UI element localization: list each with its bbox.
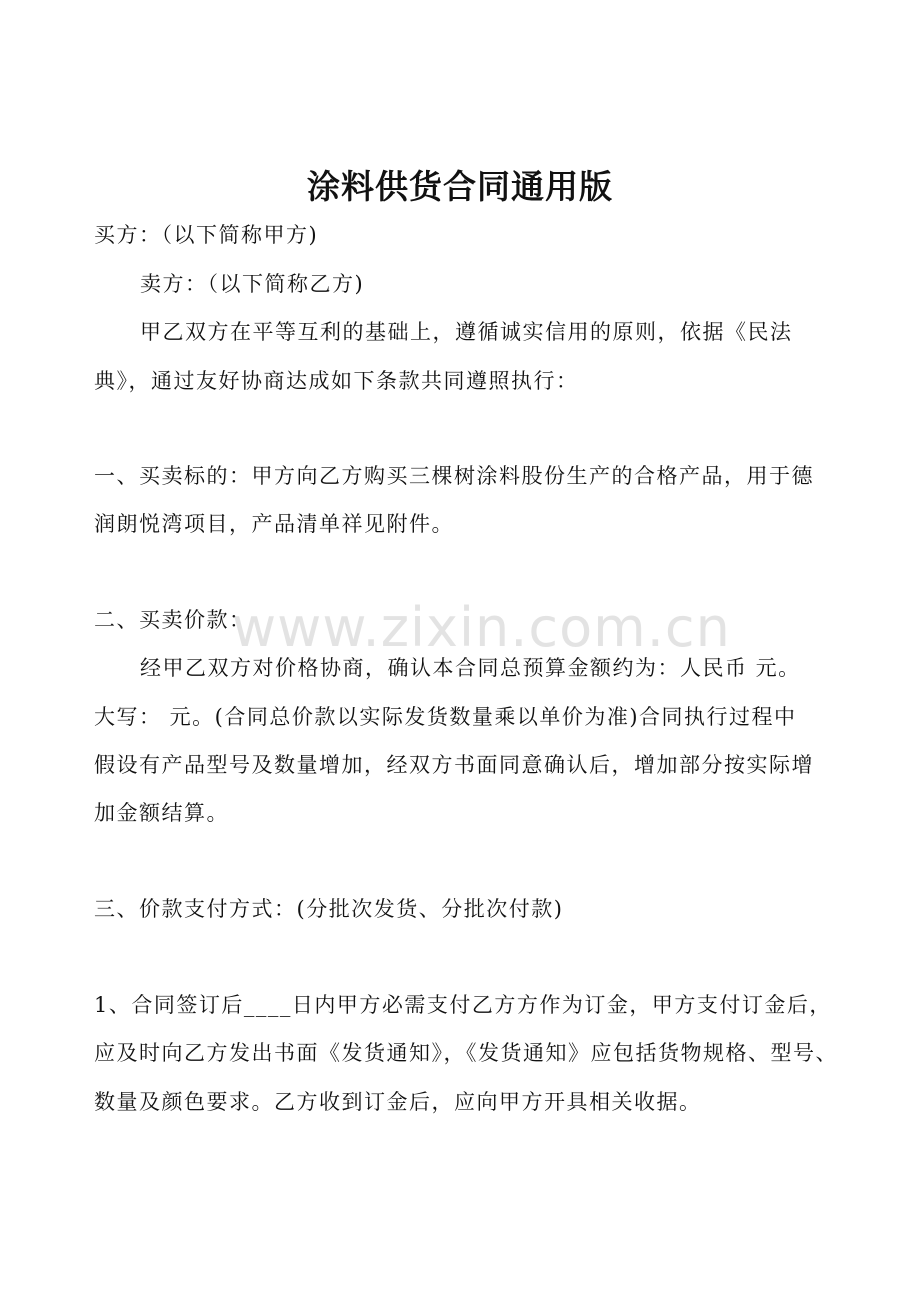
clause-3-item-1-line-2: 应及时向乙方发出书面《发货通知》，《发货通知》应包括货物规格、型号、 <box>94 1041 838 1065</box>
clause-2-line-2: 大写： 元。(合同总价款以实际发货数量乘以单价为准)合同执行过程中 <box>94 705 797 729</box>
clause-2-line-3: 假设有产品型号及数量增加，经双方书面同意确认后，增加部分按实际增 <box>94 753 814 777</box>
preamble-line-1: 甲乙双方在平等互利的基础上，遵循诚实信用的原则，依据《民法 <box>140 320 793 344</box>
seller-line: 卖方：（以下简称乙方) <box>140 272 365 296</box>
clause-2-line-4: 加金额结算。 <box>94 801 229 825</box>
clause-3-heading: 三、价款支付方式：(分批次发货、分批次付款) <box>94 897 564 921</box>
clause-1-line-1: 一、买卖标的：甲方向乙方购买三棵树涂料股份生产的合格产品，用于德 <box>94 464 814 488</box>
clause-2-heading: 二、买卖价款： <box>94 608 252 632</box>
preamble-line-2: 典》，通过友好协商达成如下条款共同遵照执行： <box>94 369 579 393</box>
watermark: www.zixin.com.cn <box>232 596 731 659</box>
buyer-line: 买方：（以下简称甲方) <box>94 223 319 247</box>
clause-3-item-1-line-1: 1、合同签订后____日内甲方必需支付乙方方作为订金，甲方支付订金后， <box>94 993 832 1017</box>
clause-1-line-2: 润朗悦湾项目，产品清单祥见附件。 <box>94 512 454 536</box>
document-title: 涂料供货合同通用版 <box>307 167 613 206</box>
clause-2-line-1: 经甲乙双方对价格协商，确认本合同总预算金额约为：人民币 元。 <box>140 656 801 680</box>
clause-3-item-1-line-3: 数量及颜色要求。乙方收到订金后，应向甲方开具相关收据。 <box>94 1090 702 1114</box>
